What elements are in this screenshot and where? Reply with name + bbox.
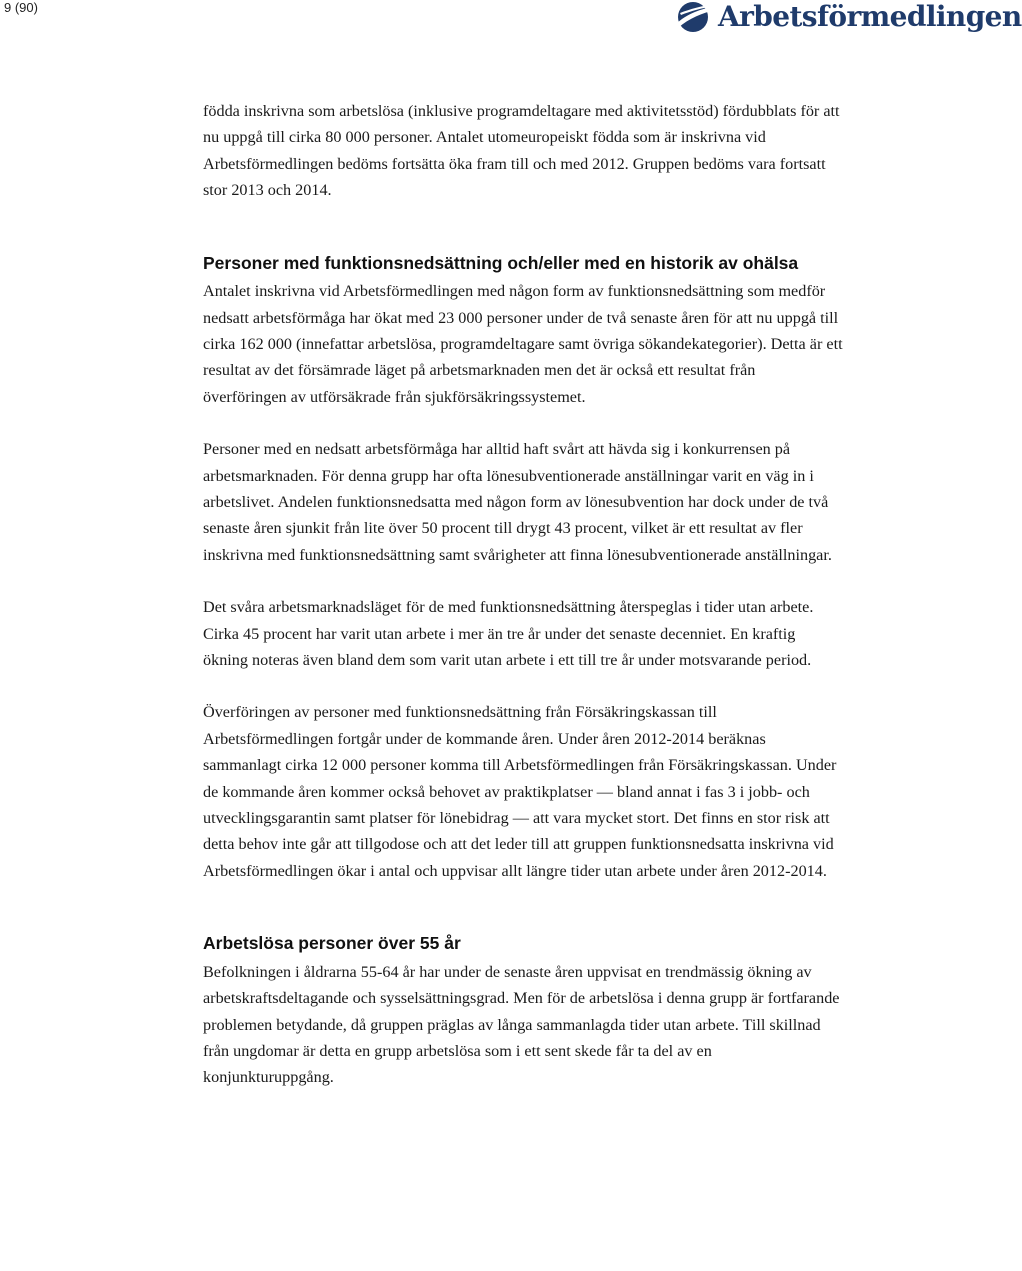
paragraph: Överföringen av personer med funktionsnedsättning från Försäkringskassan till Arbetsförmedlingen fortgår under de kommande åren. Under åren 2012-2014 beräknas sammanlagt cirka 12 000 personer komma till Arbetsförmedlingen från Försäkringskassan. Under de kommande åren kommer också behovet av praktikplatser — bland annat i fas 3 i jobb- och utvecklingsgarantin samt platser för lönebidrag — att vara mycket stort. Det finns en stor risk att detta behov inte går att tillgodose och att det leder till att gruppen funktionsnedsatta inskrivna vid Arbetsförmedlingen ökar i antal och uppvisar allt längre tider utan arbete under åren 2012-2014. [203, 703, 837, 880]
logo-mark-icon [672, 0, 716, 34]
paragraph: Personer med en nedsatt arbetsförmåga har alltid haft svårt att hävda sig i konkurrensen på arbetsmarknaden. För denna grupp har ofta lönesubventionerade anställningar varit en väg in i arbetslivet. Andelen funktionsnedsatta med någon form av lönesubvention har dock under de två senaste åren sjunkit från lite över 50 procent till drygt 43 procent, vilket är ett resultat av fler inskrivna med funktionsnedsättning samt svårigheter att finna lönesubventionerade anställningar. [203, 440, 832, 564]
paragraph: Antalet inskrivna vid Arbetsförmedlingen med någon form av funktionsnedsättning som medför nedsatt arbetsförmåga har ökat med 23 000 personer under de två senaste åren för att nu uppgå till cirka 162 000 (innefattar arbetslösa, programdeltagare samt övriga sökandekategorier). Detta är ett resultat av det försämrade läget på arbetsmarknaden men det är också ett resultat från överföringen av utförsäkrade från sjukförsäkringssystemet. [203, 282, 843, 406]
paragraph: Det svåra arbetsmarknadsläget för de med funktionsnedsättning återspeglas i tider utan arbete. Cirka 45 procent har varit utan arbete i mer än tre år under det senaste decenniet. En kraftig ökning noteras även bland dem som varit utan arbete i ett till tre år under motsvarande period. [203, 598, 814, 669]
paragraph: födda inskrivna som arbetslösa (inklusive programdeltagare med aktivitetsstöd) fördubblats för att nu uppgå till cirka 80 000 personer. Antalet utomeuropeiskt födda som är inskrivna vid Arbetsförmedlingen bedöms fortsätta öka fram till och med 2012. Gruppen bedöms vara fortsatt stor 2013 och 2014. [203, 102, 840, 200]
logo-wordmark: Arbetsförmedlingen [718, 0, 1022, 33]
section-heading: Arbetslösa personer över 55 år [203, 933, 461, 954]
arbetsformedlingen-logo [672, 0, 1022, 34]
paragraph: Befolkningen i åldrarna 55-64 år har under de senaste åren uppvisat en trendmässig ökning av arbetskraftsdeltagande och sysselsättningsgrad. Men för de arbetslösa i denna grupp är fortfarande problemen betydande, då gruppen präglas av långa sammanlagda tider utan arbete. Till skillnad från ungdomar är detta en grupp arbetslösa som i ett sent skede får ta del av en konjunkturuppgång. [203, 962, 840, 1087]
section-heading: Personer med funktionsnedsättning och/eller med en historik av ohälsa [203, 252, 799, 273]
document-body [203, 98, 843, 1091]
page-number: 9 (90) [4, 0, 38, 15]
